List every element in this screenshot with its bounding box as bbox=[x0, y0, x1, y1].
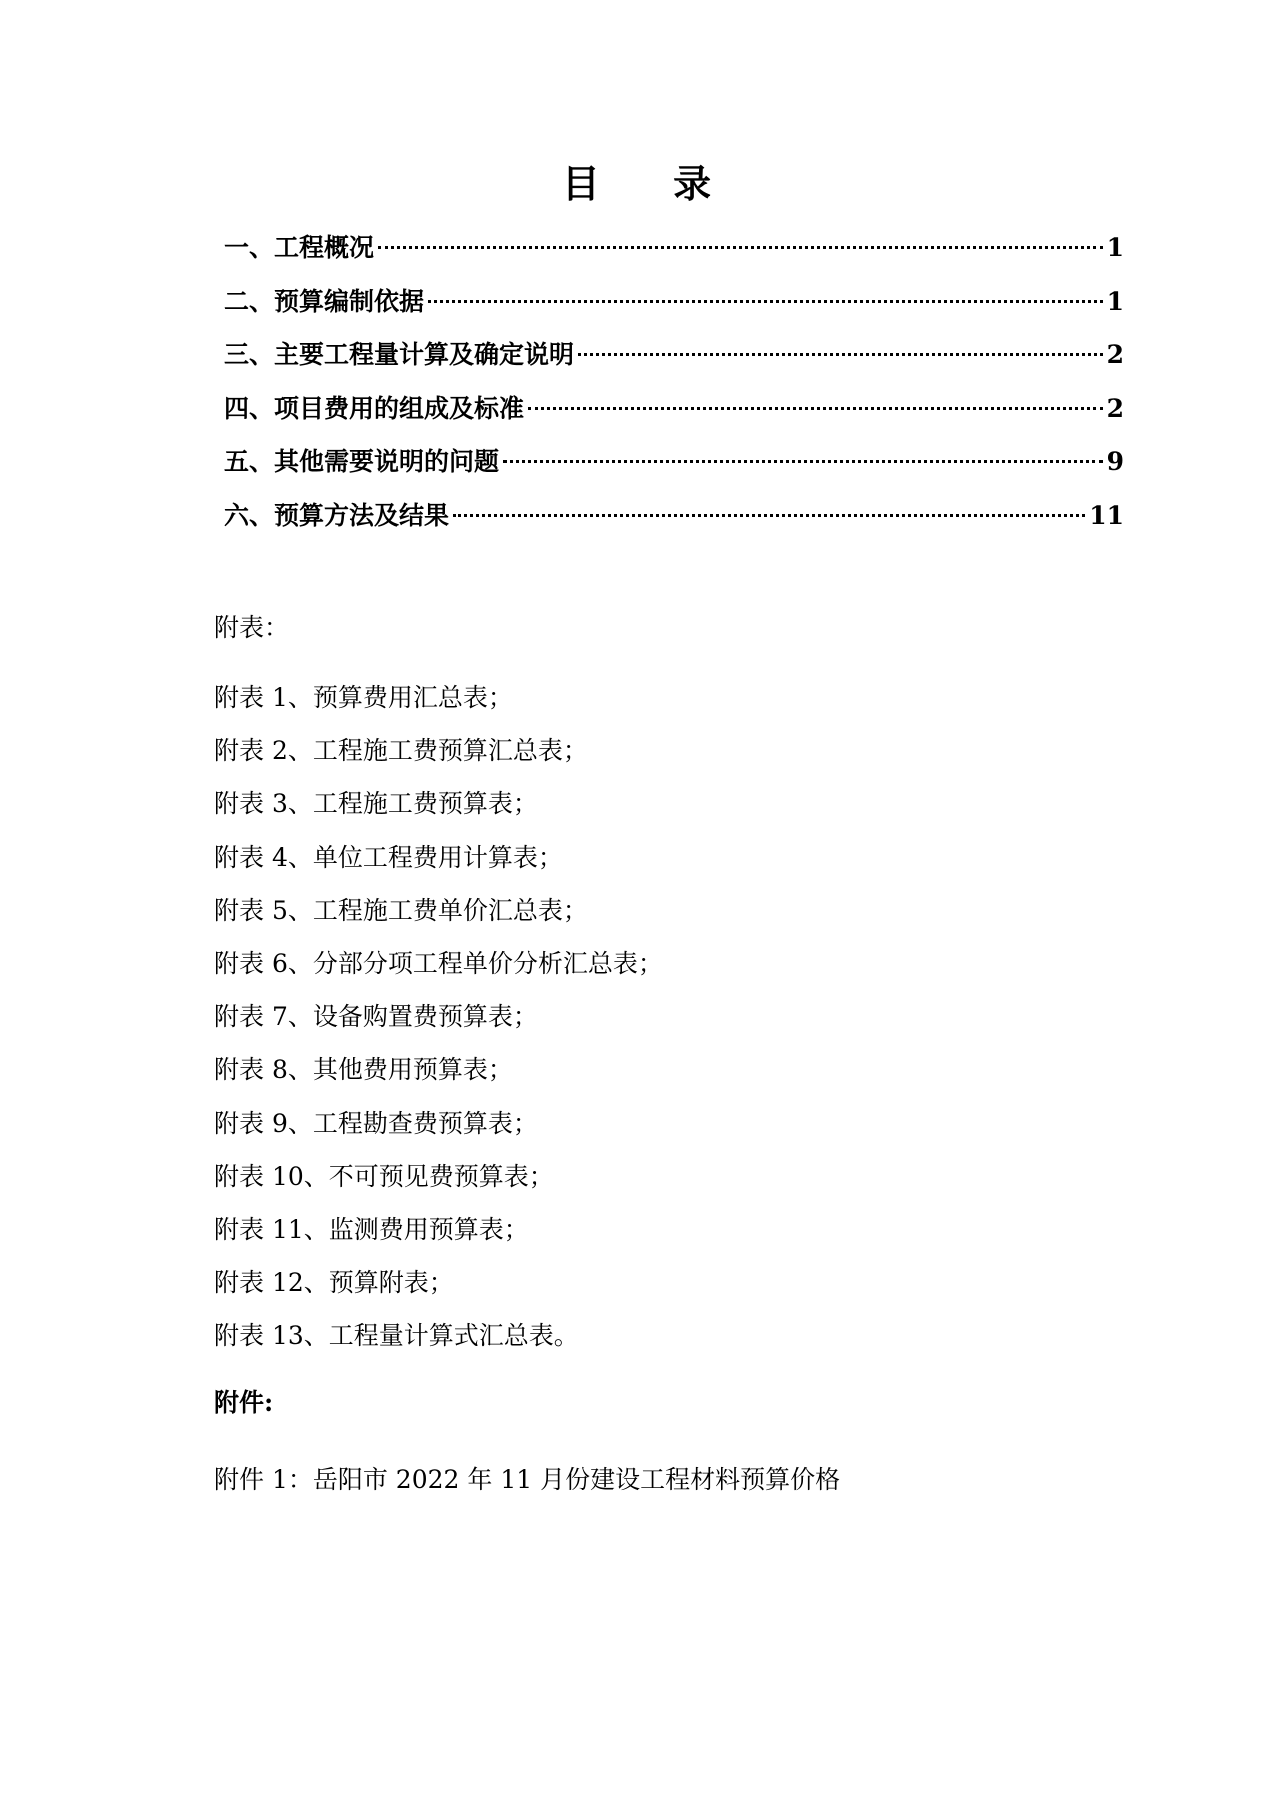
toc-entry-page: 1 bbox=[1106, 286, 1124, 316]
toc-entry-page: 9 bbox=[1106, 447, 1124, 476]
toc-entry-page: 2 bbox=[1106, 340, 1124, 369]
toc-dot-leader bbox=[428, 300, 1103, 303]
toc-entry[interactable] bbox=[224, 284, 1124, 338]
toc-entry-label: 一、工程概况 bbox=[224, 233, 375, 262]
schedule-item: 附表 12、预算附表； bbox=[214, 1268, 454, 1298]
toc-entry-label: 三、主要工程量计算及确定说明 bbox=[224, 340, 575, 369]
page-title: 目 录 bbox=[561, 161, 742, 206]
toc-dot-leader bbox=[378, 246, 1103, 249]
schedule-item: 附表 11、监测费用预算表； bbox=[214, 1214, 529, 1244]
toc-entry-page: 1 bbox=[1106, 233, 1124, 262]
toc-dot-leader bbox=[528, 407, 1103, 410]
attachment-item: 附件 1：岳阳市 2022 年 11 月份建设工程材料预算价格 bbox=[214, 1465, 841, 1494]
attachments-heading: 附件: bbox=[214, 1388, 274, 1417]
schedules-heading: 附表： bbox=[214, 613, 290, 642]
toc-dot-leader bbox=[503, 460, 1103, 463]
toc-entry-label: 五、其他需要说明的问题 bbox=[224, 447, 500, 476]
toc-entry[interactable] bbox=[224, 337, 1124, 391]
toc-dot-leader bbox=[578, 353, 1103, 356]
schedule-item: 附表 10、不可预见费预算表； bbox=[214, 1161, 554, 1191]
schedules-list bbox=[214, 680, 1214, 1371]
toc-entry[interactable] bbox=[224, 230, 1124, 284]
schedule-item: 附表 3、工程施工费预算表； bbox=[214, 789, 538, 819]
toc-entry[interactable] bbox=[224, 444, 1124, 498]
schedule-item: 附表 9、工程勘查费预算表； bbox=[214, 1108, 538, 1138]
schedule-item: 附表 13、工程量计算式汇总表。 bbox=[214, 1321, 579, 1351]
schedule-item: 附表 2、工程施工费预算汇总表； bbox=[214, 736, 588, 766]
schedule-item: 附表 4、单位工程费用计算表； bbox=[214, 842, 563, 872]
toc-entry[interactable] bbox=[224, 391, 1124, 445]
schedule-item: 附表 6、分部分项工程单价分析汇总表； bbox=[214, 948, 663, 978]
schedule-item: 附表 1、预算费用汇总表； bbox=[214, 683, 513, 712]
schedule-item: 附表 5、工程施工费单价汇总表； bbox=[214, 895, 588, 925]
toc-entry-label: 二、预算编制依据 bbox=[224, 286, 425, 316]
toc-entry-label: 六、预算方法及结果 bbox=[224, 500, 450, 530]
table-of-contents bbox=[224, 230, 1124, 551]
toc-entry-page: 2 bbox=[1106, 393, 1124, 423]
toc-entry-page: 11 bbox=[1089, 500, 1124, 530]
schedule-item: 附表 8、其他费用预算表； bbox=[214, 1055, 513, 1085]
toc-entry-label: 四、项目费用的组成及标准 bbox=[224, 393, 525, 423]
toc-dot-leader bbox=[453, 514, 1085, 517]
schedule-item: 附表 7、设备购置费预算表； bbox=[214, 1002, 538, 1032]
toc-entry[interactable] bbox=[224, 498, 1124, 552]
